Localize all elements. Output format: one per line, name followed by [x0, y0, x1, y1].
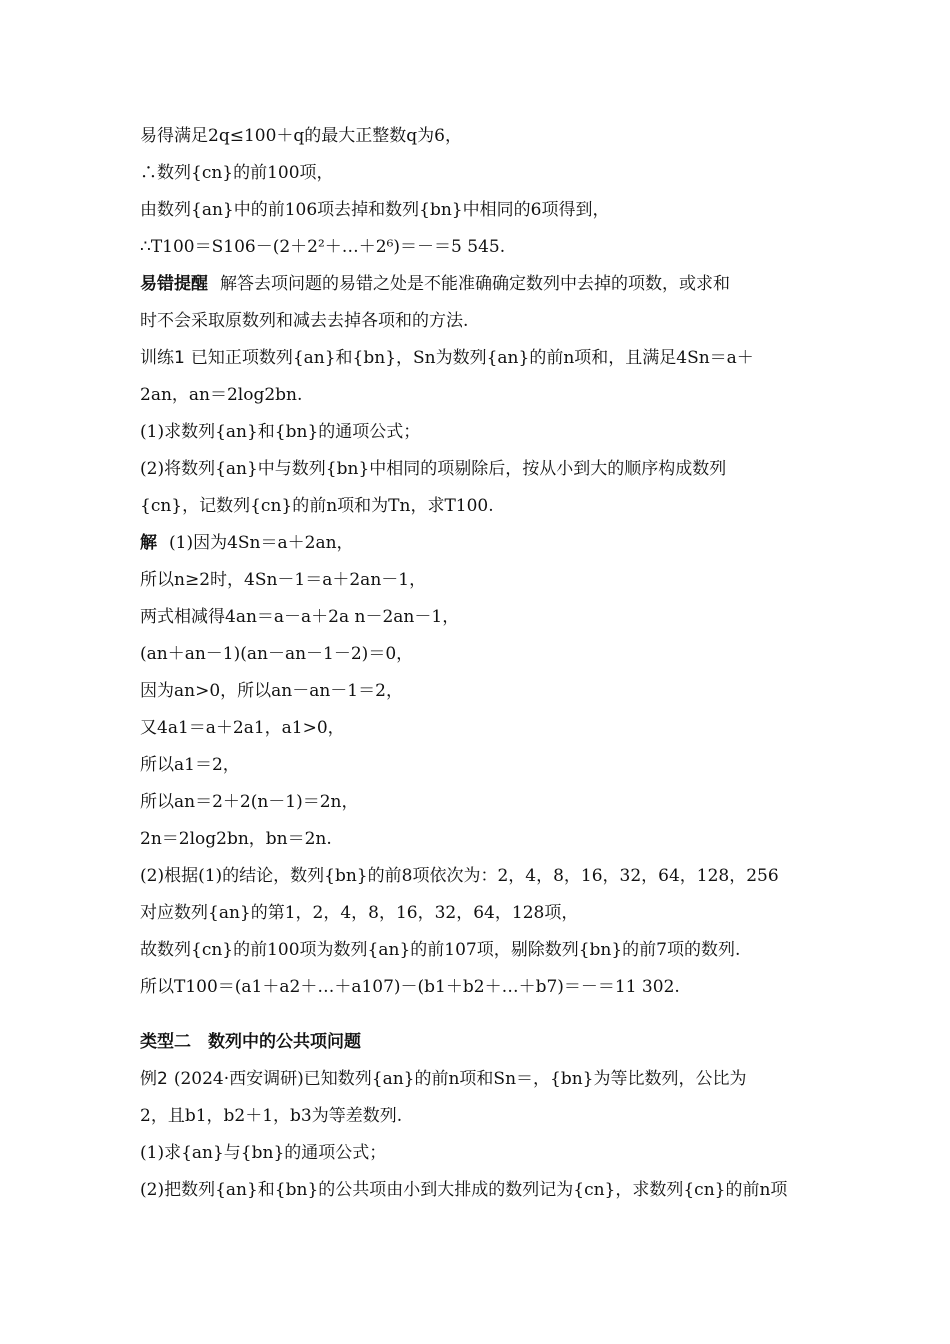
text-line	[140, 747, 812, 784]
line-text: 所以a1＝2，	[140, 755, 240, 775]
line-text: 已知正项数列{an}和{bn}，Sn为数列{an}的前n项和，且满足4Sn＝a＋	[190, 348, 754, 368]
example-label: 例2	[140, 1069, 168, 1089]
line-text: 所以an＝2＋2(n－1)＝2n，	[140, 792, 359, 812]
line-text: 两式相减得4an＝a－a＋2a n－2an－1，	[140, 607, 460, 627]
line-text: 2，且b1，b2＋1，b3为等差数列.	[140, 1106, 403, 1126]
line-text: ∴T100＝S106－(2＋2²＋…＋2⁶)＝－＝5 545.	[140, 237, 506, 257]
line-text: (2)将数列{an}中与数列{bn}中相同的项剔除后，按从小到大的顺序构成数列	[140, 459, 727, 479]
line-text: 2an，an＝2log2bn.	[140, 385, 303, 405]
line-text: 解答去项问题的易错之处是不能准确确定数列中去掉的项数，或求和	[220, 274, 730, 294]
line-text: 易得满足2q≤100＋q的最大正整数q为6，	[140, 126, 462, 146]
line-text: (2)把数列{an}和{bn}的公共项由小到大排成的数列记为{cn}，求数列{cn}的前n项	[140, 1180, 788, 1200]
text-line	[140, 1172, 812, 1209]
line-text: 所以T100＝(a1＋a2＋…＋a107)－(b1＋b2＋…＋b7)＝－＝11 302.	[140, 977, 680, 997]
error-tip-line	[140, 266, 812, 303]
section-heading: 类型二 数列中的公共项问题	[140, 1032, 361, 1052]
line-text: (1)求{an}与{bn}的通项公式；	[140, 1143, 387, 1163]
text-line	[140, 673, 812, 710]
text-line	[140, 488, 812, 525]
text-line	[140, 414, 812, 451]
text-line	[140, 377, 812, 414]
example-line	[140, 1061, 812, 1098]
text-line	[140, 821, 812, 858]
line-text: (2)根据(1)的结论，数列{bn}的前8项依次为：2，4，8，16，32，64，128，256	[140, 866, 779, 886]
line-text: 又4a1＝a＋2a1，a1>0，	[140, 718, 345, 738]
line-text: ∴数列{cn}的前100项，	[140, 163, 334, 183]
text-line	[140, 636, 812, 673]
line-text: (1)求数列{an}和{bn}的通项公式；	[140, 422, 421, 442]
text-line	[140, 710, 812, 747]
line-text: 因为an>0，所以an－an－1＝2，	[140, 681, 403, 701]
text-line	[140, 192, 812, 229]
line-text: (an＋an－1)(an－an－1－2)＝0，	[140, 644, 414, 664]
solution-label: 解	[140, 533, 157, 553]
text-line	[140, 932, 812, 969]
line-text: {cn}，记数列{cn}的前n项和为Tn，求T100.	[140, 496, 494, 516]
line-text: 所以n≥2时，4Sn－1＝a＋2an－1，	[140, 570, 427, 590]
text-line	[140, 895, 812, 932]
text-line	[140, 229, 812, 266]
text-line	[140, 118, 812, 155]
text-line	[140, 1135, 812, 1172]
line-text: 2n＝2log2bn，bn＝2n.	[140, 829, 332, 849]
text-line	[140, 451, 812, 488]
text-line	[140, 858, 812, 895]
line-text: 时不会采取原数列和减去去掉各项和的方法.	[140, 311, 469, 331]
text-line	[140, 784, 812, 821]
text-line	[140, 303, 812, 340]
error-tip-label: 易错提醒	[140, 274, 208, 294]
line-text: (2024·西安调研)已知数列{an}的前n项和Sn＝，{bn}为等比数列，公比为	[173, 1069, 747, 1089]
line-text: (1)因为4Sn＝a＋2an，	[169, 533, 354, 553]
section-gap	[140, 1006, 812, 1024]
line-text: 对应数列{an}的第1，2，4，8，16，32，64，128项，	[140, 903, 579, 923]
text-line	[140, 562, 812, 599]
text-line	[140, 1098, 812, 1135]
text-line	[140, 969, 812, 1006]
exercise-label: 训练1	[140, 348, 185, 368]
document-page	[140, 118, 812, 1209]
exercise-line	[140, 340, 812, 377]
text-line	[140, 599, 812, 636]
solution-line	[140, 525, 812, 562]
line-text: 故数列{cn}的前100项为数列{an}的前107项，剔除数列{bn}的前7项的数列.	[140, 940, 741, 960]
text-line	[140, 155, 812, 192]
line-text: 由数列{an}中的前106项去掉和数列{bn}中相同的6项得到，	[140, 200, 610, 220]
